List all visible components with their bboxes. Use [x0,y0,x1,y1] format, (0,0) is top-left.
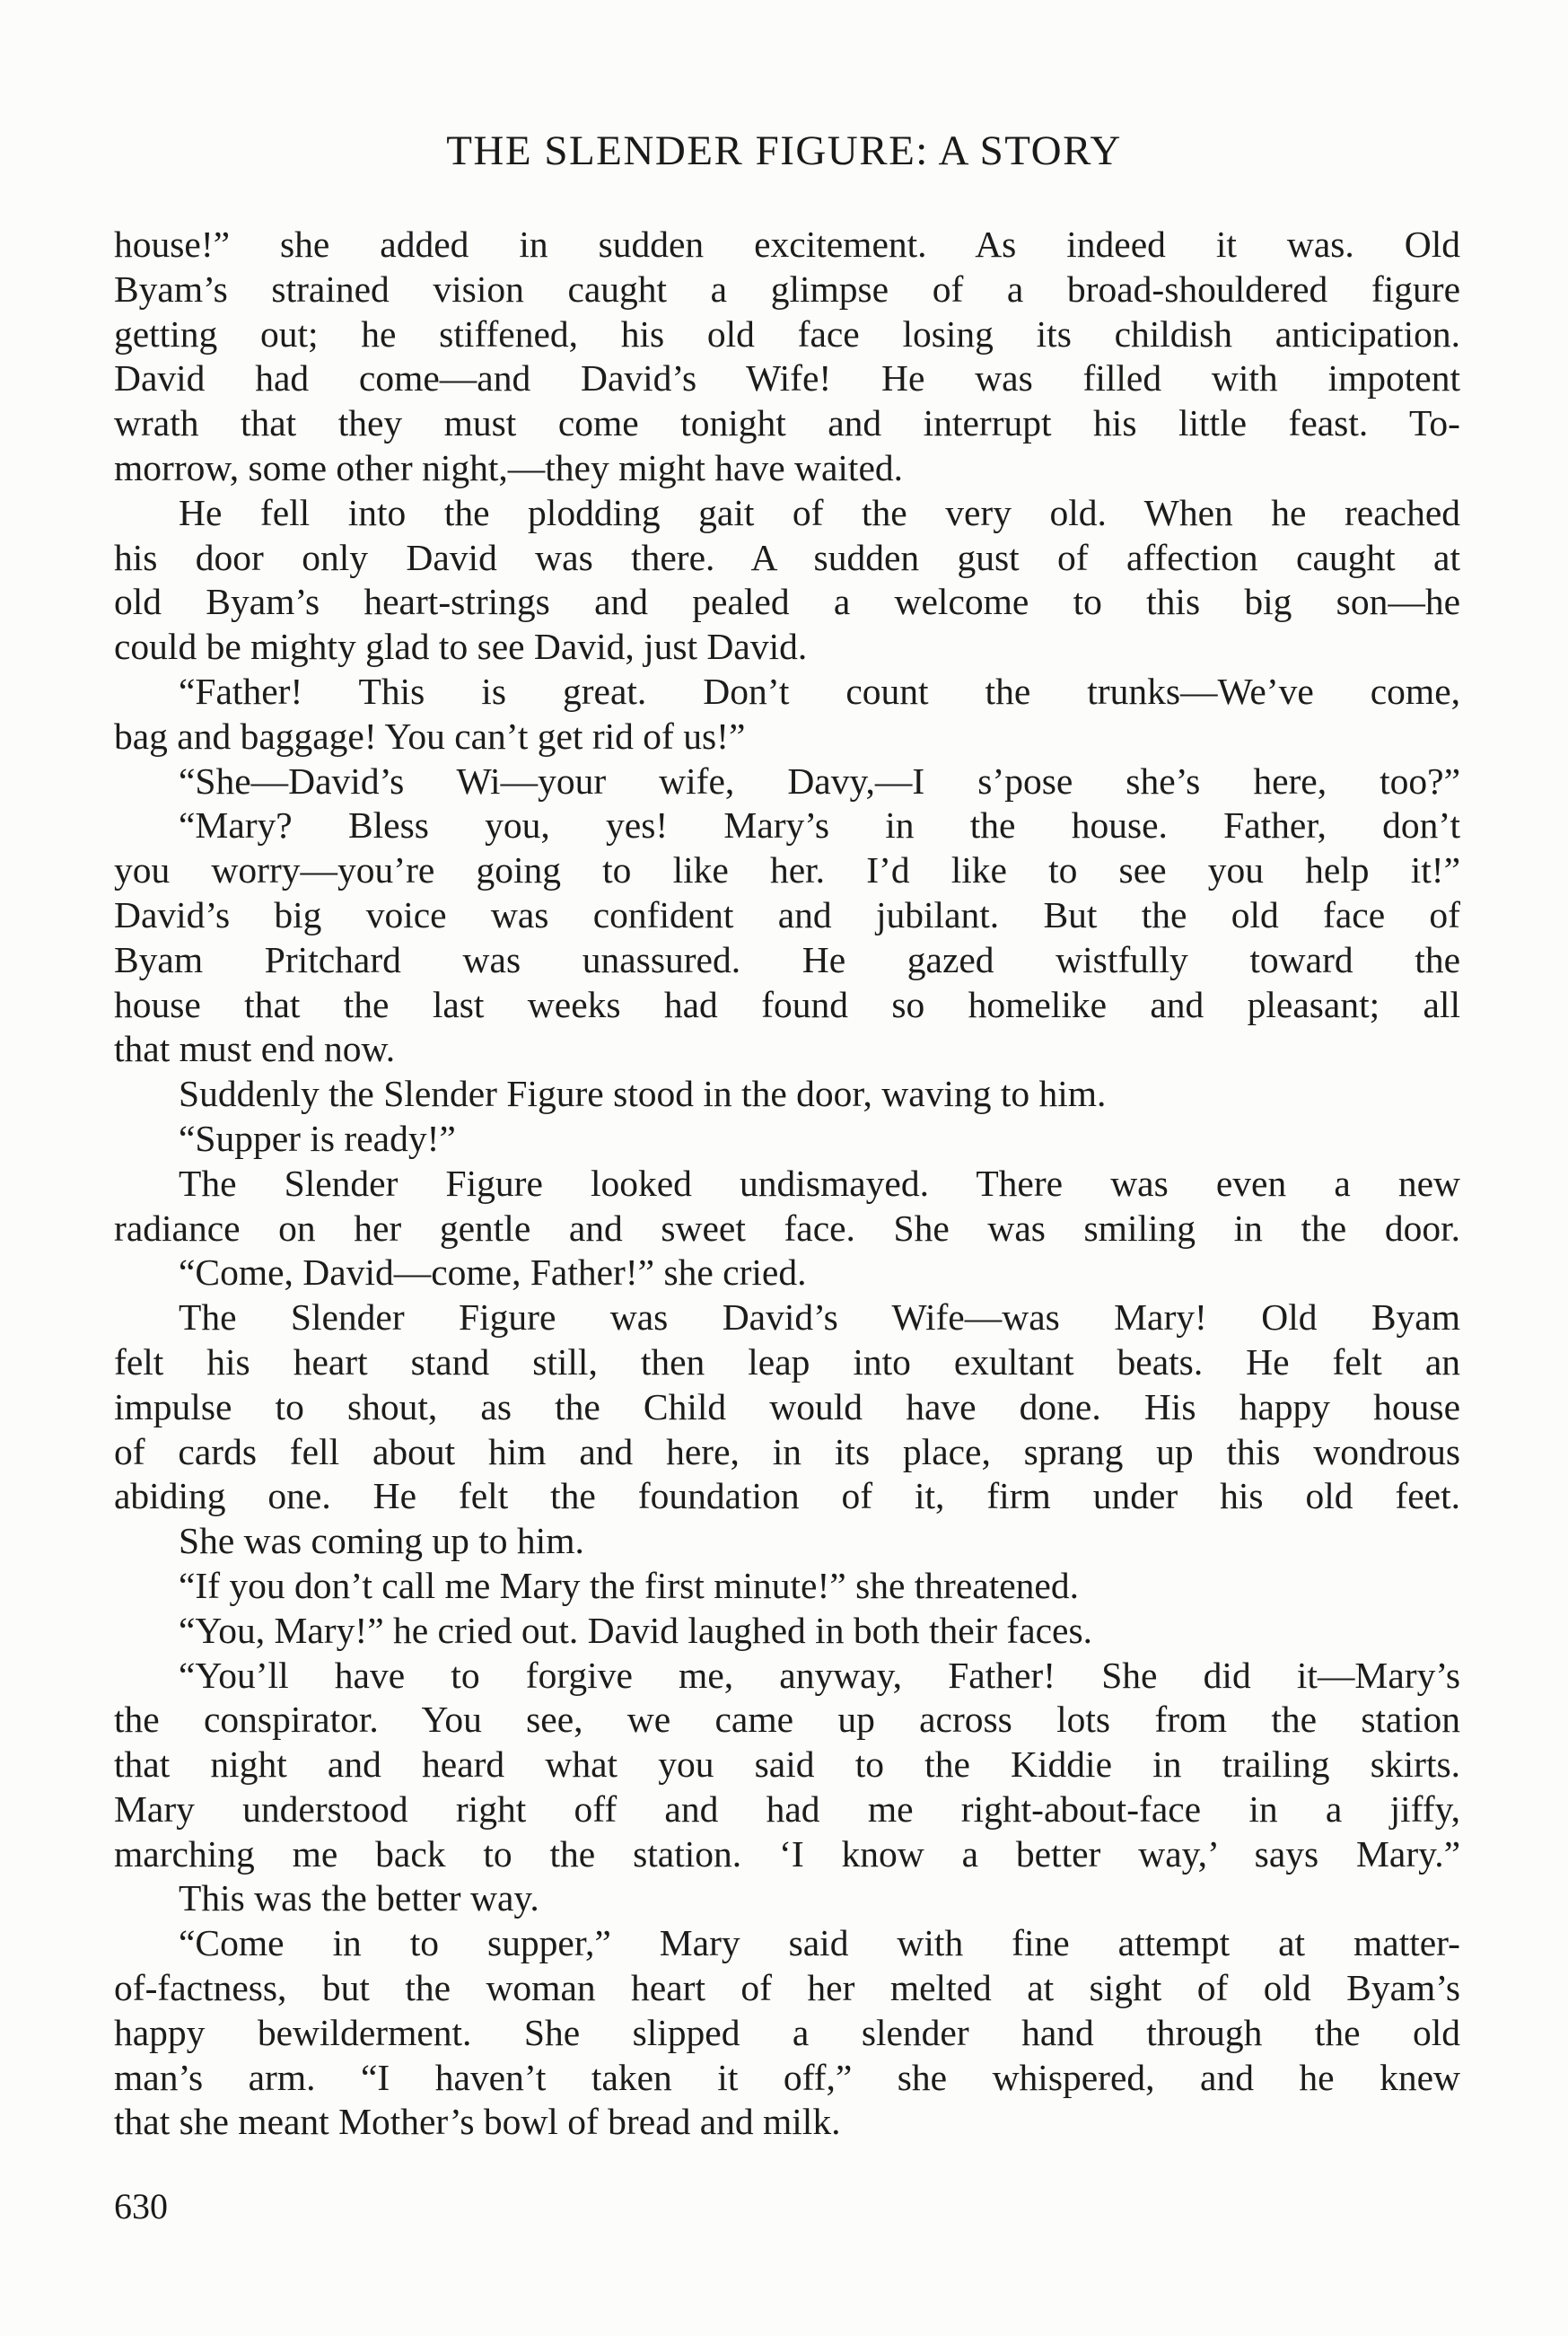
text-line: David’s big voice was confident and jubilant. But the old face of [114,893,1460,935]
text-line: of cards fell about him and here, in its place, sprang up this wondrous [114,1430,1460,1472]
text-line: his door only David was there. A sudden gust of affection caught at [114,536,1460,578]
text-line: “Father! This is great. Don’t count the trunks—We’ve come, [179,670,1460,712]
text-line: This was the better way. [179,1877,539,1919]
text-line: bag and baggage! You can’t get rid of us!” [114,715,746,757]
text-line: “You, Mary!” he cried out. David laughed in both their faces. [179,1609,1093,1651]
text-line: could be mighty glad to see David, just David. [114,626,808,668]
text-line: Suddenly the Slender Figure stood in the door, waving to him. [179,1073,1107,1115]
text-line: that night and heard what you said to the Kiddie in trailing skirts. [114,1743,1460,1786]
text-line: impulse to shout, as the Child would have done. His happy house [114,1385,1460,1427]
text-line: old Byam’s heart-strings and pealed a welcome to this big son—he [114,581,1460,623]
text-line: “Come, David—come, Father!” she cried. [179,1251,807,1294]
text-line: He fell into the plodding gait of the very old. When he reached [179,491,1460,533]
text-line: getting out; he stiffened, his old face losing its childish anticipation. [114,312,1460,355]
text-line: happy bewilderment. She slipped a slender hand through the old [114,2011,1460,2053]
text-line: of-factness, but the woman heart of her melted at sight of old Byam’s [114,1967,1460,2009]
text-line: morrow, some other night,—they might have waited. [114,446,903,488]
text-line: Byam Pritchard was unassured. He gazed wistfully toward the [114,938,1460,980]
text-line: The Slender Figure was David’s Wife—was Mary! Old Byam [179,1296,1460,1339]
running-head: THE SLENDER FIGURE: A STORY [446,127,1122,174]
text-line: Byam’s strained vision caught a glimpse of a broad-shouldered figure [114,268,1460,310]
text-line: Mary understood right off and had me right-about-face in a jiffy, [114,1787,1460,1830]
text-line: radiance on her gentle and sweet face. She was smiling in the door. [114,1207,1460,1249]
text-line: David had come—and David’s Wife! He was filled with impotent [114,357,1460,400]
text-line: wrath that they must come tonight and interrupt his little feast. To- [114,402,1460,444]
text-line: The Slender Figure looked undismayed. There was even a new [179,1162,1460,1204]
text-line: “She—David’s Wi—your wife, Davy,—I s’pose she’s here, too?” [179,760,1460,802]
text-line: marching me back to the station. ‘I know a better way,’ says Mary.” [114,1832,1460,1875]
text-line: you worry—you’re going to like her. I’d like to see you help it!” [114,849,1460,891]
page-number: 630 [114,2186,168,2226]
story-text [114,223,1460,2145]
text-line: “Come in to supper,” Mary said with fine attempt at matter- [179,1922,1460,1964]
text-line: that must end now. [114,1028,396,1070]
text-line: the conspirator. You see, we came up across lots from the station [114,1699,1460,1741]
text-line: house!” she added in sudden excitement. As indeed it was. Old [114,224,1460,265]
text-line: man’s arm. “I haven’t taken it off,” she whispered, and he knew [114,2056,1460,2098]
text-line: “Mary? Bless you, yes! Mary’s in the house. Father, don’t [179,804,1460,847]
text-line: abiding one. He felt the foundation of it, firm under his old feet. [114,1475,1460,1517]
text-line: “If you don’t call me Mary the first minute!” she threatened. [179,1564,1079,1606]
text-line: felt his heart stand still, then leap into exultant beats. He felt an [114,1340,1460,1383]
text-line: house that the last weeks had found so homelike and pleasant; all [114,983,1460,1025]
text-line: “Supper is ready!” [179,1117,456,1159]
text-line: that she meant Mother’s bowl of bread and milk. [114,2101,841,2143]
text-line: “You’ll have to forgive me, anyway, Father! She did it—Mary’s [179,1654,1460,1696]
text-line: She was coming up to him. [179,1520,584,1562]
